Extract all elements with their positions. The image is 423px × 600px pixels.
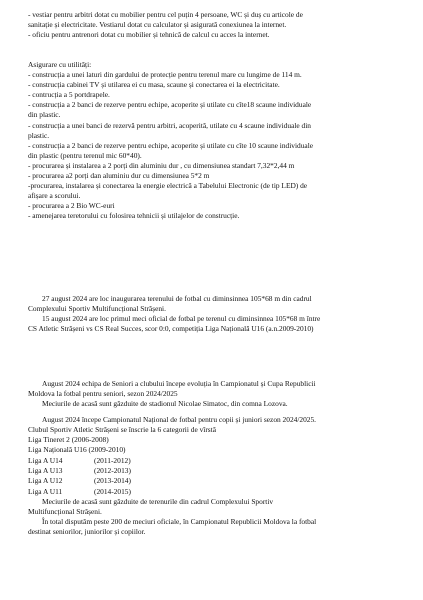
facilities-list — [28, 10, 398, 40]
text-line: destinat seniorilor, juniorilor și copiilor. — [28, 527, 146, 537]
category-name: Liga A U13 — [28, 466, 63, 476]
text-line: August 2024 echipa de Seniori a clubului începe evoluția în Campionatul și Cupa Republicii — [42, 379, 316, 388]
list-item — [28, 456, 398, 466]
text-line: - construcția a 2 banci de rezerve pentru echipe, acoperite și utilate cu cîte 10 scaune individuale — [28, 140, 314, 150]
text-line: - oficiu pentru antrenori dotat cu mobilier și tehnică de calcul cu acces la internet. — [28, 30, 270, 40]
text-line: 27 august 2024 are loc inaugurarea terenului de fotbal cu diminsinnea 105*68 m din cadrul — [42, 294, 312, 303]
text-line: August 2024 începe Campionatul Național de fotbal pentru copii și juniori sezon 2024/2025. — [42, 415, 317, 424]
seniors-section — [28, 379, 398, 409]
text-line: CS Atletic Strășeni vs CS Real Succes, scor 0:0, competiția Liga Națională U16 (a.n.2009-2010) — [28, 324, 314, 334]
text-line: din plastic. — [28, 110, 61, 120]
text-line: plastic. — [28, 130, 50, 140]
text-line: - vestiar pentru arbitri dotat cu mobilier pentru cel puțin 4 persoane, WC și duș cu articole de — [28, 10, 303, 19]
category-years: (2012-2013) — [94, 466, 131, 476]
youth-championship-section — [28, 415, 398, 537]
text-line: Complexului Sportiv Multifuncțional Strășeni. — [28, 304, 166, 314]
text-line: Multifuncțional Strășeni. — [28, 507, 102, 517]
text-line: -procurarea, instalarea și conectarea la energie electrică a Tabelului Electronic (de tip LED) de — [28, 181, 308, 191]
list-item — [28, 435, 398, 445]
text-line: Moldova la fotbal pentru seniori, sezon 2024/2025 — [28, 389, 178, 399]
text-line: Meciurile de acasă sunt găzduite de terenurile din cadrul Complexului Sportiv — [42, 496, 274, 506]
list-item — [28, 466, 398, 476]
text-line: din plastic (pentru terenul mic 60*40). — [28, 150, 142, 160]
text-line: - construcția a unei banci de rezervă pentru arbitri, acoperită, utilate cu 4 scaune individuale din — [28, 120, 311, 130]
text-line: În total disputăm peste 200 de meciuri oficiale, în Campionatul Republicii Moldova la fotbal — [42, 517, 317, 527]
text-line: sanitație și electricitate. Vestiarul dotat cu calculator și asigurată conexiunea la internet. — [28, 20, 287, 30]
text-line: afișare a scorului. — [28, 191, 81, 201]
text-line: - procurarea a2 porți dan aluminiu dur cu dimensiunea 5*2 m — [28, 171, 210, 181]
text-line: Meciurile de acasă sunt găzduite de stadionul Nicolae Simatoc, din comna Lozova. — [42, 399, 288, 409]
utilities-section — [28, 60, 398, 222]
text-line: - construcția a 2 banci de rezerve pentru echipe, acoperite și utilate cu cîte18 scaune individuale — [28, 100, 312, 110]
text-line: Clubul Sportiv Atletic Strășeni se înscrie la 6 categorii de vîrstă — [28, 425, 217, 435]
section-heading: Asigurare cu utilități: — [28, 60, 92, 69]
inauguration-section — [28, 294, 398, 334]
category-years: (2013-2014) — [94, 476, 131, 486]
category-years: (2014-2015) — [94, 486, 131, 496]
text-line: - construcția a unei laturi din gardului de protecție pentru terenul mare cu lungime de 114 m. — [28, 70, 302, 80]
category-name: Liga A U12 — [28, 476, 63, 486]
text-line: - procurarea și instalarea a 2 porți din aluminiu dur , cu dimensiunea standart 7,32*2,44 m — [28, 160, 295, 170]
category-name: Liga Tineret 2 (2006-2008) — [28, 435, 109, 445]
text-line: - procurarea a 2 Bio WC-euri — [28, 201, 115, 211]
age-category-list — [28, 435, 398, 497]
category-name: Liga Națională U16 (2009-2010) — [28, 445, 126, 455]
text-line: - contrucția a 5 portdrapele. — [28, 90, 110, 100]
category-name: Liga A U11 — [28, 486, 63, 496]
text-line: - construcția cabinei TV și utilarea ei cu masa, scaune și conectarea ei la electricitate. — [28, 80, 280, 90]
text-line: - amenejarea teretorului cu folosirea tehnicii și utilajelor de construcție. — [28, 211, 240, 221]
category-years: (2011-2012) — [94, 455, 131, 465]
text-line: 15 august 2024 are loc primul meci oficial de fotbal pe terenul cu diminsinnea 105*68 m între — [42, 314, 321, 324]
list-item — [28, 445, 398, 455]
list-item — [28, 476, 398, 486]
category-name: Liga A U14 — [28, 455, 63, 465]
list-item — [28, 487, 398, 497]
